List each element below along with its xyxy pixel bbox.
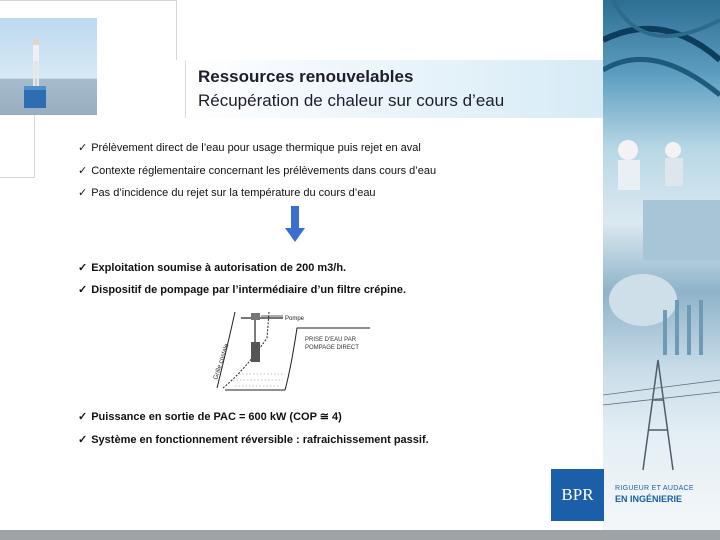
check-icon: ✓ [78, 284, 88, 296]
bullet-item [78, 186, 376, 199]
arrow-down-icon [285, 206, 305, 242]
bullet-item [78, 410, 342, 423]
check-icon: ✓ [78, 187, 88, 199]
frame-line [0, 0, 176, 1]
check-icon: ✓ [78, 262, 88, 274]
bullet-item [78, 164, 436, 177]
slide-subtitle: Récupération de chaleur sur cours d’eau [198, 91, 505, 110]
bullet-text: Dispositif de pompage par l’intermédiaire d’un filtre crépine. [91, 284, 407, 296]
check-icon: ✓ [78, 434, 88, 446]
bullet-text: Contexte réglementaire concernant les prélèvements dans cours d’eau [91, 165, 437, 177]
pump-label: Pompe [285, 316, 305, 322]
logo-tagline: RIGUEUR ET AUDACE [615, 485, 694, 492]
bullet-item [78, 261, 346, 274]
bullet-text: Puissance en sortie de PAC = 600 kW (COP ≅ 4) [91, 411, 342, 423]
bullet-text: Prélèvement direct de l’eau pour usage thermique puis rejet en aval [91, 142, 421, 154]
frame-line [34, 115, 35, 177]
check-icon: ✓ [78, 142, 88, 154]
industrial-photo-collage [603, 0, 720, 530]
person-on-block-illustration [0, 18, 97, 115]
frame-line [176, 0, 177, 60]
bullet-item [78, 283, 406, 296]
intake-label-1: PRISE D'EAU PAR [305, 337, 357, 343]
logo-mark: BPR [561, 485, 594, 504]
bullet-text: Pas d’incidence du rejet sur la température du cours d’eau [91, 187, 376, 199]
company-logo [551, 469, 604, 521]
logo-tagline-bold: EN INGÉNIERIE [615, 494, 683, 504]
bullet-item [78, 433, 429, 446]
screen-label: Grille costale [212, 342, 231, 381]
title-banner [185, 60, 604, 118]
bullet-text: Système en fonctionnement réversible : rafraichissement passif. [91, 434, 429, 446]
bullet-text: Exploitation soumise à autorisation de 200 m3/h. [91, 262, 347, 274]
frame-line [0, 177, 35, 178]
check-icon: ✓ [78, 411, 88, 423]
bullet-item [78, 141, 421, 154]
slide-title: Ressources renouvelables [198, 67, 414, 86]
corner-photo [0, 18, 97, 115]
footer-bar [0, 530, 720, 540]
side-photo-strip [603, 0, 720, 530]
direct-pumping-diagram [205, 308, 375, 392]
check-icon: ✓ [78, 165, 88, 177]
intake-label-2: POMPAGE DIRECT [305, 345, 359, 351]
